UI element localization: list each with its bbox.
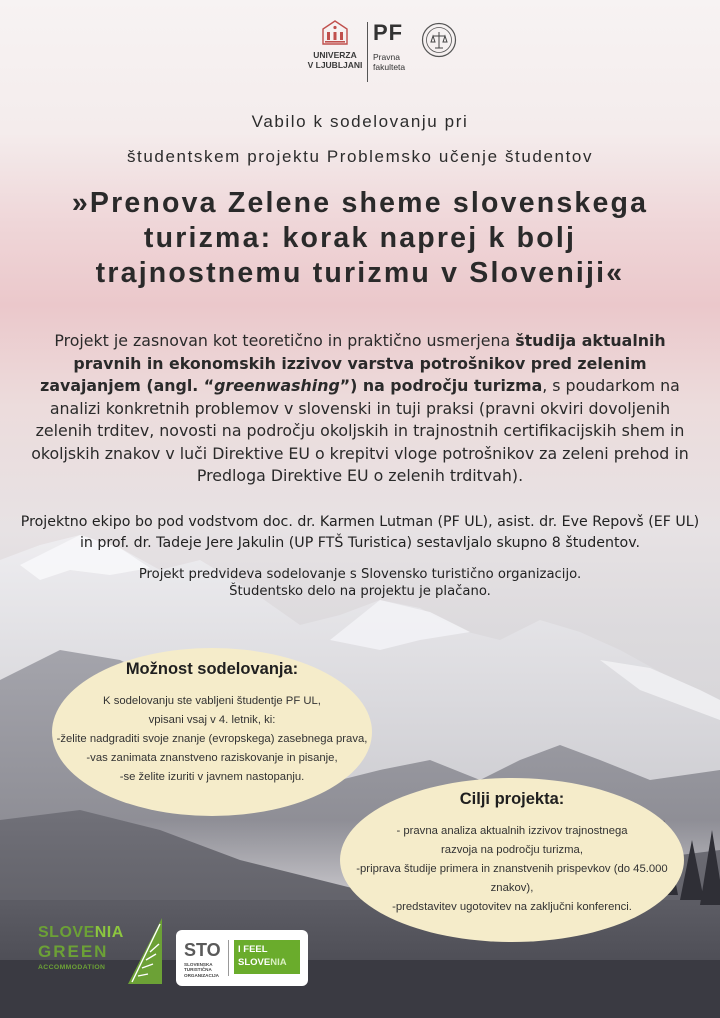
participation-title: Možnost sodelovanja: [125,660,299,678]
goals-bubble [340,778,684,942]
slovenia-nia: NIA [270,957,287,968]
list-item: K sodelovanju ste vabljeni študentje PF UL, [103,695,321,707]
list-item: - pravna analiza aktualnih izzivov trajnostnega [396,825,628,837]
goals-title: Cilji projekta: [459,790,565,808]
title-line-3: trajnostnemu turizmu v Sloveniji« [95,257,625,289]
i-feel-text: I FEEL [238,944,268,955]
description-highlight-2: ”) na področju turizma [339,376,543,395]
title-line-1: »Prenova Zelene sheme slovenskega [71,187,649,219]
faculty-seal-icon [421,22,457,58]
i-feel-slovenia-badge [234,940,300,974]
description-highlight-1: študija aktualnih pravnih in ekonomskih izzivov varstva potrošnikov pred zelenim zavajanjem (angl. “ [40,331,666,395]
sto-divider [228,940,229,976]
project-notes [20,566,700,600]
logo-divider [367,22,368,82]
project-description [28,330,692,488]
list-item: vpisani vsaj v 4. letnik, ki: [148,714,276,726]
slovenia-word-part2: NIA [94,924,124,941]
sto-logo [176,930,308,986]
goals-text [340,822,684,917]
slovenia-s: S [238,957,245,968]
list-item: -se želite izuriti v javnem nastopanju. [119,771,305,783]
university-name-line1: UNIVERZA [313,50,357,60]
sto-full-name [184,962,219,978]
faculty-name-line1: Pravna [373,52,400,62]
description-text-2: , s poudarkom na analizi konkretnih problemov v slovenski in tuji praksi (pravni okviri dovoljenih zelenih trditev, novosti na področju okoljskih in trajnostnih certifikacijskih shem in okoljskih znakov v luči Direktive EU o krepitvi vloge potrošnikov za zeleni prehod in Predloga Direktive EU o zelenih trditvah). [31,376,689,485]
list-item: -vas zanimata znanstveno raziskovanje in pisanje, [86,752,338,764]
project-team: Projektno ekipo bo pod vodstvom doc. dr. Karmen Lutman (PF UL), asist. dr. Eve Repovš (EF UL) in prof. dr. Tadeje Jere Jakulin (UP FTŠ Turistica) sestavljalo skupno 8 študentov. [20,514,700,551]
slovenia-green-logo [32,916,162,984]
university-logo [300,18,370,70]
list-item: -želite nadgraditi svoje znanje (evropskega) zasebnega prava, [56,733,368,745]
slovenia-love: LOVE [244,957,271,968]
description-text-1: Projekt je zasnovan kot teoretično in praktično usmerjena [54,331,516,350]
slovenia-word-part1: SLOVE [38,924,95,941]
intro-line-2: študentskem projektu Problemsko učenje študentov [126,147,594,166]
university-name-line2: V LJUBLJANI [307,60,363,70]
list-item: razvoja na področju turizma, [441,844,583,856]
sto-name-line2: TURISTIČNA [184,967,212,973]
list-item: -predstavitev ugotovitev na zaključni konferenci. [392,901,632,913]
list-item: znakov), [490,882,534,894]
faculty-name-line2: fakulteta [373,62,406,72]
title-line-2: turizma: korak naprej k bolj [143,222,577,254]
faculty-abbreviation: PF [373,20,404,45]
accommodation-word: ACCOMMODATION [38,964,106,971]
participation-text [52,692,372,787]
green-word: GREEN [38,942,109,961]
slovenia-text [238,957,287,968]
participation-bubble [52,648,372,816]
sto-abbreviation: STO [184,940,221,960]
intro-line-1: Vabilo k sodelovanju pri [251,112,469,131]
faculty-logo [373,20,405,72]
note-line-2: Študentsko delo na projektu je plačano. [229,584,491,599]
description-highlight-italic: greenwashing [214,376,340,395]
sto-name-line1: SLOVENSKA [184,962,213,967]
university-building-icon [321,18,349,46]
slovenia-word [38,924,124,942]
header-logos [0,18,720,88]
list-item: -priprava študije primera in znanstvenih prispevkov (do 45.000 [356,863,668,875]
project-title [30,186,690,291]
note-line-1: Projekt predvideva sodelovanje s Slovensko turistično organizacijo. [138,567,582,582]
sto-name-line3: ORGANIZACIJA [184,972,219,978]
